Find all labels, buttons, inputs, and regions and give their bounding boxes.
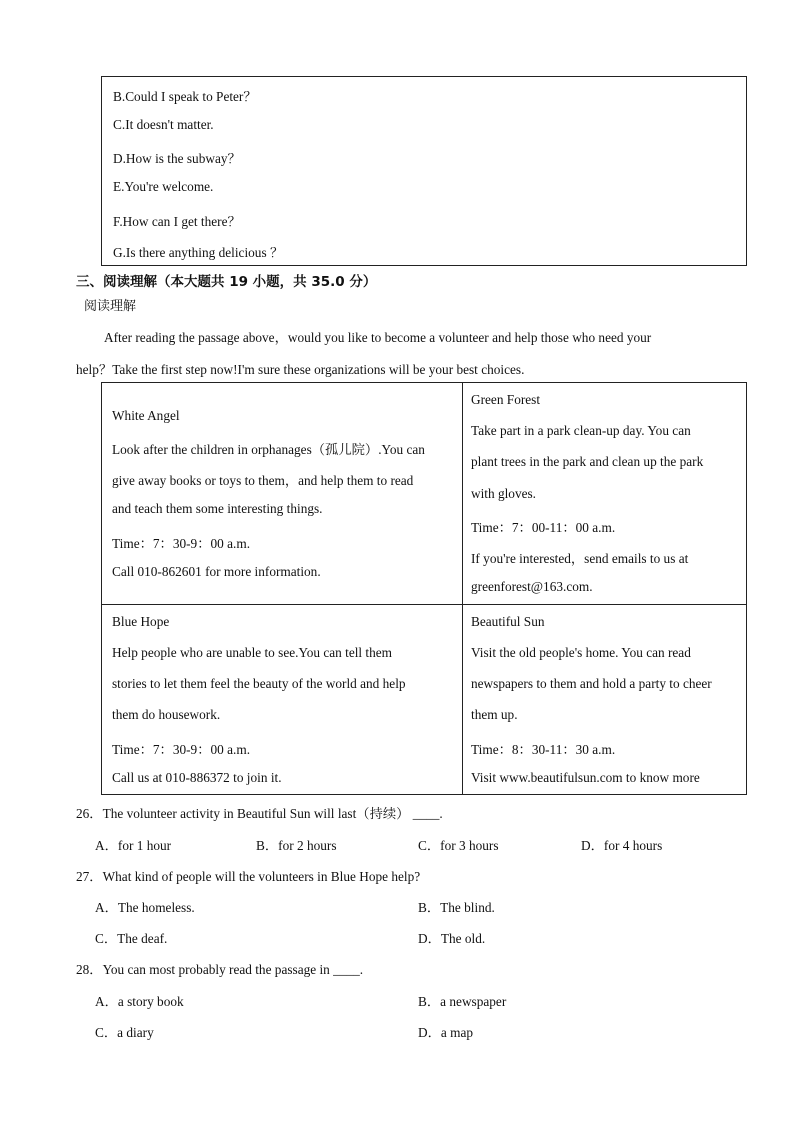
q28-option-d: D．a map <box>418 1025 474 1040</box>
green-forest-contact: If you're interested，send emails to us at <box>471 551 689 566</box>
white-angel-contact: Call 010-862601 for more information. <box>112 564 321 579</box>
white-angel-line: give away books or toys to them，and help them to read <box>112 473 414 488</box>
green-forest-time: Time：7：00-11：00 a.m. <box>471 520 616 535</box>
table-divider-vertical <box>462 383 463 794</box>
green-forest-line: with gloves. <box>471 486 537 501</box>
section-subtitle: 阅读理解 <box>84 299 137 314</box>
white-angel-line: and teach them some interesting things. <box>112 501 323 516</box>
beautiful-sun-line: newspapers to them and hold a party to cheer <box>471 676 712 691</box>
question-28: 28．You can most probably read the passage in ____. <box>76 962 364 977</box>
q27-option-c: C．The deaf. <box>95 931 168 946</box>
section-title: 三、阅读理解（本大题共 19 小题，共 35.0 分） <box>76 274 377 290</box>
beautiful-sun-line: them up. <box>471 707 518 722</box>
white-angel-time: Time：7：30-9：00 a.m. <box>112 536 251 551</box>
blue-hope-line: stories to let them feel the beauty of the world and help <box>112 676 406 691</box>
q27-option-d: D．The old. <box>418 931 486 946</box>
option-c: C.It doesn't matter. <box>113 117 214 132</box>
q27-option-a: A．The homeless. <box>95 900 195 915</box>
option-g: G.Is there anything delicious ？ <box>113 245 284 260</box>
blue-hope-contact: Call us at 010-886372 to join it. <box>112 770 282 785</box>
white-angel-title: White Angel <box>112 408 180 423</box>
blue-hope-time: Time：7：30-9：00 a.m. <box>112 742 251 757</box>
question-27: 27．What kind of people will the volunteers in Blue Hope help? <box>76 869 421 884</box>
option-b: B.Could I speak to Peter？ <box>113 89 257 104</box>
q28-option-c: C．a diary <box>95 1025 154 1040</box>
blue-hope-line: Help people who are unable to see.You can tell them <box>112 645 393 660</box>
green-forest-title: Green Forest <box>471 392 541 407</box>
q26-option-b: B．for 2 hours <box>256 838 337 853</box>
question-26: 26．The volunteer activity in Beautiful Sun will last（持续） ____. <box>76 806 443 821</box>
q26-option-c: C．for 3 hours <box>418 838 499 853</box>
q27-option-b: B．The blind. <box>418 900 495 915</box>
organizations-table <box>101 382 747 795</box>
blue-hope-line: them do housework. <box>112 707 221 722</box>
option-e: E.You're welcome. <box>113 179 214 194</box>
option-f: F.How can I get there？ <box>113 214 241 229</box>
q26-option-a: A．for 1 hour <box>95 838 172 853</box>
beautiful-sun-title: Beautiful Sun <box>471 614 545 629</box>
green-forest-line: Take part in a park clean-up day. You can <box>471 423 691 438</box>
intro-line-1: After reading the passage above，would you like to become a volunteer and help those who need your <box>104 330 652 345</box>
option-d: D.How is the subway？ <box>113 151 241 166</box>
blue-hope-title: Blue Hope <box>112 614 170 629</box>
beautiful-sun-time: Time：8：30-11：30 a.m. <box>471 742 616 757</box>
white-angel-line: Look after the children in orphanages（孤儿院）.You can <box>112 442 425 457</box>
q28-option-a: A．a story book <box>95 994 184 1009</box>
q28-option-b: B．a newspaper <box>418 994 507 1009</box>
q26-option-d: D．for 4 hours <box>581 838 663 853</box>
beautiful-sun-line: Visit the old people's home. You can read <box>471 645 691 660</box>
beautiful-sun-contact: Visit www.beautifulsun.com to know more <box>471 770 700 785</box>
green-forest-email: greenforest@163.com. <box>471 579 593 594</box>
intro-line-2: help？Take the first step now!I'm sure these organizations will be your best choices. <box>76 362 525 377</box>
green-forest-line: plant trees in the park and clean up the park <box>471 454 704 469</box>
options-box <box>101 76 747 266</box>
table-divider-horizontal <box>102 604 746 605</box>
